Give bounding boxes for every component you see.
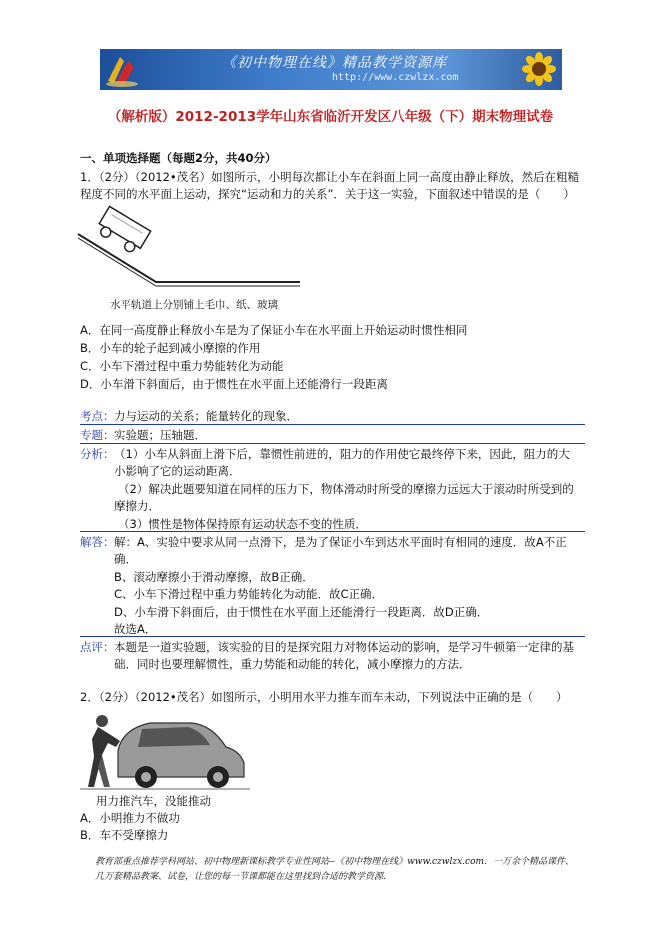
q1-figure-caption: 水平轨道上分别铺上毛巾、纸、玻璃 xyxy=(110,299,278,311)
q2-stem: 2．（2分）（2012•茂名）如图所示，小明用水平力推车而车未动，下列说法中正确的是（ ） xyxy=(80,690,568,704)
jieda-label: 解答： xyxy=(80,535,115,549)
jieda-line-5: D、小车滑下斜面后，由于惯性在水平面上还能滑行一段距离．故D正确． xyxy=(114,605,489,619)
q2-option-b: B．车不受摩擦力 xyxy=(80,828,169,842)
q1-stem-line-1: 1．（2分）（2012•茂名）如图所示，小明每次都让小车在斜面上同一高度由静止释放，然后在粗糙 xyxy=(80,170,580,184)
divider xyxy=(80,531,585,532)
q1-incline-cart-figure xyxy=(76,202,302,302)
q1-option-d: D．小车滑下斜面后，由于惯性在水平面上还能滑行一段距离 xyxy=(80,377,388,391)
q1-option-b: B．小车的轮子起到减小摩擦的作用 xyxy=(80,341,261,355)
section-heading: 一、单项选择题（每题2分，共40分） xyxy=(80,151,277,165)
divider xyxy=(80,636,585,637)
divider xyxy=(80,424,585,425)
fenxi-line-3: （2）解决此题要知道在同样的压力下，物体滑动时所受的摩擦力远远大于滚动时所受到的 xyxy=(118,482,574,496)
dianping-label: 点评： xyxy=(80,640,115,654)
page-footer xyxy=(95,855,575,885)
zhuanti-text: 实验题；压轴题． xyxy=(114,428,206,442)
jieda-line-3: B、滚动摩擦小于滑动摩擦，故B正确． xyxy=(114,570,314,584)
divider xyxy=(80,443,585,444)
fenxi-label: 分析： xyxy=(80,447,115,461)
q2-figure-caption: 用力推汽车，没能推动 xyxy=(96,794,211,808)
dianping-line-1: 本题是一道实验题，该实验的目的是探究阻力对物体运动的影响，是学习牛顿第一定律的基 xyxy=(114,640,574,654)
jieda-line-6: 故选A． xyxy=(114,622,157,636)
q2-option-a: A．小明推力不做功 xyxy=(80,811,180,825)
q1-option-c: C．小车下滑过程中重力势能转化为动能 xyxy=(80,359,284,373)
q1-option-a: A．在同一高度静止释放小车是为了保证小车在水平面上开始运动时惯性相同 xyxy=(80,323,468,337)
document-title: （解析版）2012-2013学年山东省临沂开发区八年级（下）期末物理试卷 xyxy=(107,109,554,125)
site-logo-icon xyxy=(102,51,142,88)
sunflower-icon xyxy=(522,52,556,86)
fenxi-line-4: 摩擦力． xyxy=(114,499,160,513)
dianping-line-2: 础．同时也要理解惯性，重力势能和动能的转化，减小摩擦力的方法． xyxy=(114,657,471,671)
fenxi-line-2: 小影响了它的运动距离． xyxy=(114,464,241,478)
fenxi-line-5: （3）惯性是物体保持原有运动状态不变的性质． xyxy=(118,517,367,531)
jieda-line-2: 确． xyxy=(114,552,137,566)
footer-line-1: 教育部重点推荐学科网站、初中物理新课标教学专业性网站--《初中物理在线》www.czwlzx.com．一万余个精品课件、 xyxy=(95,857,575,867)
kaodian-label: 考点： xyxy=(80,409,115,423)
footer-line-2: 几万套精品教案、试卷，让您的每一节课都能在这里找到合适的教学资源． xyxy=(95,872,393,882)
q2-push-car-figure xyxy=(80,707,250,792)
q1-stem-line-2: 程度不同的水平面上运动，探究“运动和力的关系”．关于这一实验，下面叙述中错误的是（ ） xyxy=(80,187,575,201)
jieda-line-4: C、小车下滑过程中重力势能转化为动能．故C正确． xyxy=(114,587,384,601)
banner-url[interactable]: http://www.czwlzx.com xyxy=(332,72,459,83)
kaodian-text: 力与运动的关系；能量转化的现象． xyxy=(114,409,298,423)
header-banner xyxy=(100,49,562,90)
fenxi-line-1: （1）小车从斜面上滑下后，靠惯性前进的，阻力的作用使它最终停下来，因此，阻力的大 xyxy=(114,447,570,461)
zhuanti-label: 专题： xyxy=(80,428,115,442)
jieda-line-1: 解：A、实验中要求从同一点滑下，是为了保证小车到达水平面时有相同的速度．故A不正 xyxy=(114,535,567,549)
banner-title: 《初中物理在线》精品教学资源库 xyxy=(222,55,447,71)
